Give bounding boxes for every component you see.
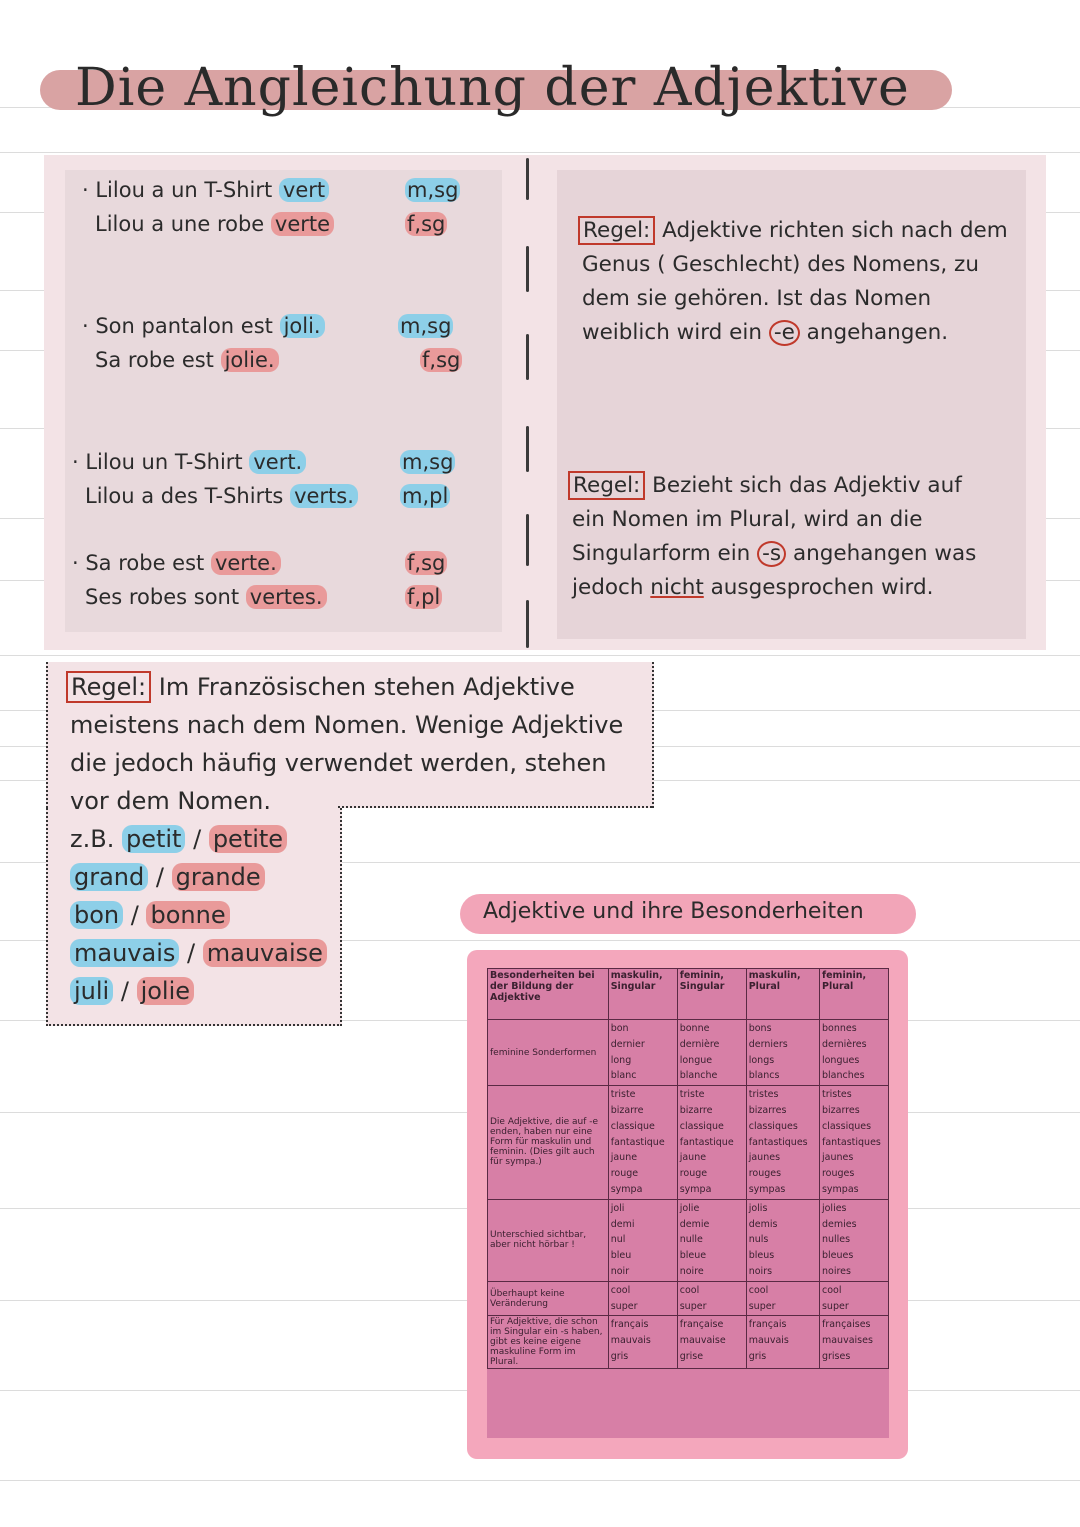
table-row <box>488 1086 889 1200</box>
divider <box>526 158 529 200</box>
regel-label: Regel: <box>578 216 655 245</box>
adjective-highlight: jolie. <box>221 348 279 372</box>
table-header: Besonderheiten bei der Bildung der Adjektive <box>488 969 609 1020</box>
adjective-highlight: vertes. <box>246 585 327 609</box>
example-sentence: Lilou a une robe verte <box>95 212 334 236</box>
regel-label: Regel: <box>568 471 645 500</box>
table-header: maskulin, Singular <box>608 969 677 1020</box>
rule-1-line: dem sie gehören. Ist das Nomen <box>582 286 932 311</box>
rule-2-line: Bezieht sich das Adjektiv auf <box>645 473 962 498</box>
adjective-highlight: vert. <box>249 450 306 474</box>
rule-2-line: Singularform ein -s angehangen was <box>572 541 977 566</box>
masculine-form: petit <box>122 825 186 853</box>
example-sentence: · Lilou un T-Shirt vert. <box>72 450 306 474</box>
table-header: feminin, Singular <box>677 969 746 1020</box>
form-cell: cool super <box>677 1281 746 1316</box>
table-row <box>488 1020 889 1086</box>
category-cell: Überhaupt keine Veränderung <box>488 1281 609 1316</box>
form-cell: bonne dernière longue blanche <box>677 1020 746 1086</box>
form-cell: bonnes dernières longues blanches <box>819 1020 888 1086</box>
example-sentence: Sa robe est jolie. <box>95 348 279 372</box>
form-cell: jolis demis nuls bleus noirs <box>746 1199 819 1281</box>
form-cell: français mauvais gris <box>608 1316 677 1369</box>
grammar-label: f,pl <box>407 585 441 609</box>
rule-2 <box>568 469 976 605</box>
masculine-form: grand <box>70 863 148 891</box>
divider <box>526 426 529 472</box>
rule-3-line: vor dem Nomen. <box>70 787 272 815</box>
form-cell: triste bizarre classique fantastique jaune rouge sympa <box>677 1086 746 1200</box>
masculine-form: juli <box>70 977 113 1005</box>
example-sentence: Lilou a des T-Shirts verts. <box>85 484 358 508</box>
table-header: feminin, Plural <box>819 969 888 1020</box>
form-cell: bons derniers longs blancs <box>746 1020 819 1086</box>
adjective-pair: mauvais / mauvaise <box>70 934 623 972</box>
category-cell: feminine Sonderformen <box>488 1020 609 1086</box>
masculine-form: mauvais <box>70 939 179 967</box>
regel-label: Regel: <box>66 671 151 703</box>
adjective-pair: z.B. petit / petite <box>70 820 623 858</box>
grammar-label: m,pl <box>402 484 449 508</box>
rule-1-line: Genus ( Geschlecht) des Nomens, zu <box>582 252 979 277</box>
example-sentence: · Son pantalon est joli. <box>82 314 325 338</box>
form-cell: cool super <box>819 1281 888 1316</box>
form-cell: tristes bizarres classiques fantastiques jaunes rouges sympas <box>819 1086 888 1200</box>
form-cell: bon dernier long blanc <box>608 1020 677 1086</box>
ending-e-circle: -e <box>769 320 800 346</box>
divider <box>526 334 529 380</box>
form-cell: française mauvaise grise <box>677 1316 746 1369</box>
rule-1-line: Adjektive richten sich nach dem <box>655 218 1008 243</box>
grammar-label: m,sg <box>402 450 454 474</box>
category-cell: Die Adjektive, die auf -e enden, haben nur eine Form für maskulin und feminin. (Dies gilt auch für sympa.) <box>488 1086 609 1200</box>
form-cell: françaises mauvaises grises <box>819 1316 888 1369</box>
masculine-form: bon <box>70 901 123 929</box>
adjective-highlight: verte <box>271 212 334 236</box>
feminine-form: petite <box>209 825 287 853</box>
feminine-form: grande <box>172 863 265 891</box>
adjective-highlight: verts. <box>290 484 358 508</box>
page-title: Die Angleichung der Adjektive <box>75 58 910 118</box>
rule-1-line: weiblich wird ein -e angehangen. <box>582 320 949 345</box>
form-cell: jolies demies nulles bleues noires <box>819 1199 888 1281</box>
divider <box>526 514 529 566</box>
adjective-table <box>487 968 889 1369</box>
grammar-label: m,sg <box>407 178 459 202</box>
table-row <box>488 1316 889 1369</box>
form-cell: cool super <box>608 1281 677 1316</box>
feminine-form: mauvaise <box>203 939 327 967</box>
form-cell: cool super <box>746 1281 819 1316</box>
ending-s-circle: -s <box>757 541 786 567</box>
rule-3: Regel: Im Französischen stehen Adjektive meistens nach dem Nomen. Wenige Adjektive die jedoch häufig verwendet werden, stehen vor dem Nomen. z.B. petit / petite grand / grande bon / bonne mauvais / mauvaise juli / jolie <box>70 668 623 1010</box>
table-title: Adjektive und ihre Besonderheiten <box>483 899 864 924</box>
adjective-highlight: verte. <box>211 551 281 575</box>
rule-2-line: ein Nomen im Plural, wird an die <box>572 507 923 532</box>
table-row <box>488 1199 889 1281</box>
category-cell: Unterschied sichtbar, aber nicht hörbar ! <box>488 1199 609 1281</box>
example-sentence: · Sa robe est verte. <box>72 551 281 575</box>
rule-3-line: die jedoch häufig verwendet werden, stehen <box>70 749 607 777</box>
adjective-highlight: joli. <box>280 314 325 338</box>
adjective-highlight: vert <box>279 178 329 202</box>
adjective-pair: juli / jolie <box>70 972 623 1010</box>
category-cell: Für Adjektive, die schon im Singular ein -s haben, gibt es keine eigene maskuline Form im Plural. <box>488 1316 609 1369</box>
grammar-label: f,sg <box>407 551 446 575</box>
rule-2-line: jedoch nicht ausgesprochen wird. <box>572 575 934 600</box>
example-sentence: · Lilou a un T-Shirt vert <box>82 178 329 202</box>
adjective-pair: grand / grande <box>70 858 623 896</box>
divider <box>526 246 529 292</box>
rule-1 <box>578 214 1008 350</box>
form-cell: français mauvais gris <box>746 1316 819 1369</box>
table-header: maskulin, Plural <box>746 969 819 1020</box>
table-row <box>488 1281 889 1316</box>
divider <box>526 600 529 648</box>
grammar-label: f,sg <box>422 348 461 372</box>
form-cell: joli demi nul bleu noir <box>608 1199 677 1281</box>
example-sentence: Ses robes sont vertes. <box>85 585 327 609</box>
form-cell: triste bizarre classique fantastique jaune rouge sympa <box>608 1086 677 1200</box>
grammar-label: m,sg <box>400 314 452 338</box>
feminine-form: bonne <box>146 901 229 929</box>
feminine-form: jolie <box>137 977 194 1005</box>
form-cell: jolie demie nulle bleue noire <box>677 1199 746 1281</box>
form-cell: tristes bizarres classiques fantastiques jaunes rouges sympas <box>746 1086 819 1200</box>
grammar-label: f,sg <box>407 212 446 236</box>
rule-3-line: meistens nach dem Nomen. Wenige Adjektive <box>70 711 624 739</box>
adjective-pair: bon / bonne <box>70 896 623 934</box>
